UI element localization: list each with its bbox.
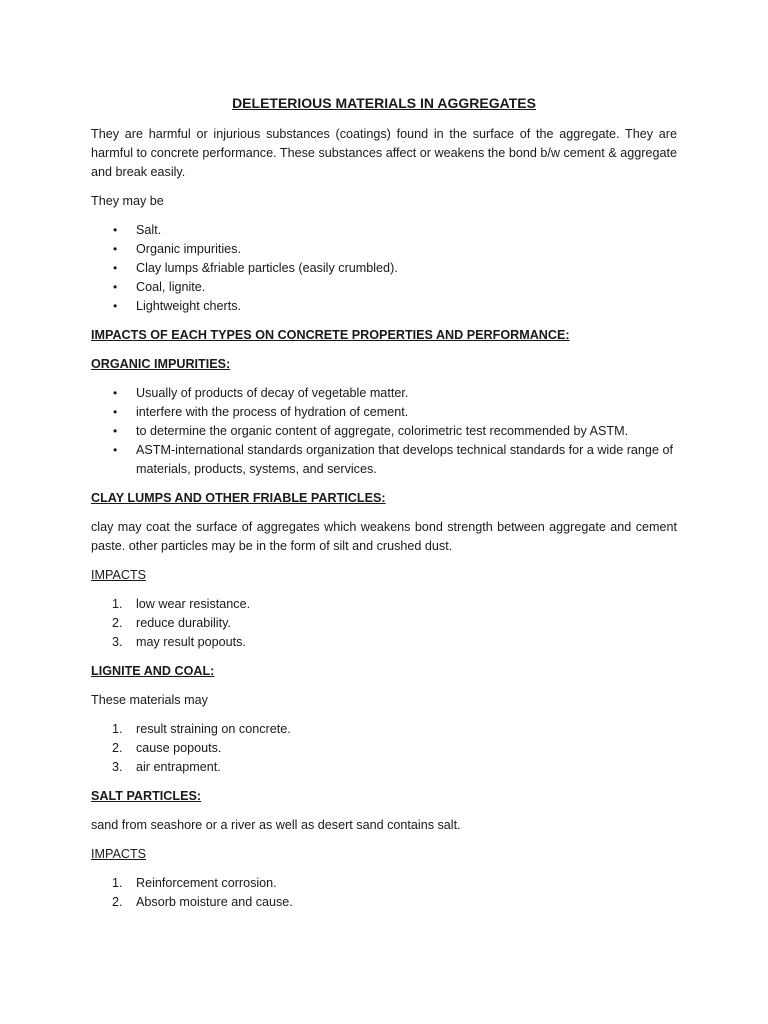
- list-item: 1. low wear resistance.: [91, 595, 677, 614]
- intro-paragraph: They are harmful or injurious substances (coatings) found in the surface of the aggregate. They are harmful to concrete performance. These substances affect or weakens the bond b/w cement & aggregate and break easily.: [91, 127, 677, 179]
- lignite-list: [91, 720, 677, 777]
- document-title: DELETERIOUS MATERIALS IN AGGREGATES: [232, 95, 536, 111]
- list-number: 3.: [112, 760, 123, 774]
- list-item: 2. reduce durability.: [91, 614, 677, 633]
- list-number: 2.: [112, 741, 123, 755]
- organic-list: [91, 384, 677, 479]
- document-page: [91, 93, 677, 922]
- list-item: • Coal, lignite.: [91, 278, 677, 297]
- they-may-be-text: They may be: [91, 194, 164, 208]
- bullet-icon: •: [113, 405, 118, 419]
- list-item: • Salt.: [91, 221, 677, 240]
- bullet-icon: •: [113, 280, 118, 294]
- salt-impacts-label: IMPACTS: [91, 847, 147, 861]
- clay-impacts-list: [91, 595, 677, 652]
- list-item: 3. may result popouts.: [91, 633, 677, 652]
- list-item: • Clay lumps &friable particles (easily crumbled).: [91, 259, 677, 278]
- list-number: 3.: [112, 635, 123, 649]
- lignite-heading: LIGNITE AND COAL:: [91, 664, 215, 678]
- bullet-icon: •: [113, 299, 118, 313]
- list-item: • interfere with the process of hydration of cement.: [91, 403, 677, 422]
- list-item: 2. Absorb moisture and cause.: [91, 893, 677, 912]
- bullet-icon: •: [113, 242, 118, 256]
- bullet-icon: •: [113, 386, 118, 400]
- bullet-icon: •: [113, 223, 118, 237]
- clay-paragraph: clay may coat the surface of aggregates which weakens bond strength between aggregate and cement paste. other particles may be in the form of silt and crushed dust.: [91, 520, 677, 553]
- list-item: • Lightweight cherts.: [91, 297, 677, 316]
- list-number: 2.: [112, 616, 123, 630]
- list-number: 1.: [112, 722, 123, 736]
- list-item: • to determine the organic content of aggregate, colorimetric test recommended by ASTM.: [91, 422, 677, 441]
- list-item: 2. cause popouts.: [91, 739, 677, 758]
- list-number: 2.: [112, 895, 123, 909]
- types-list: [91, 221, 677, 316]
- list-item: 1. result straining on concrete.: [91, 720, 677, 739]
- list-item: • ASTM-international standards organization that develops technical standards for a wide range of materials, products, systems, and services.: [113, 443, 673, 476]
- lignite-paragraph: These materials may: [91, 693, 208, 707]
- list-item: • Usually of products of decay of vegetable matter.: [91, 384, 677, 403]
- bullet-icon: •: [113, 261, 118, 275]
- bullet-icon: •: [113, 443, 118, 457]
- salt-impacts-list: [91, 874, 677, 912]
- clay-impacts-label: IMPACTS: [91, 568, 147, 582]
- organic-heading: ORGANIC IMPURITIES:: [91, 357, 231, 371]
- salt-paragraph: sand from seashore or a river as well as desert sand contains salt.: [91, 818, 461, 832]
- list-item: • Organic impurities.: [91, 240, 677, 259]
- list-item: 3. air entrapment.: [91, 758, 677, 777]
- list-item: 1. Reinforcement corrosion.: [91, 874, 677, 893]
- bullet-icon: •: [113, 424, 118, 438]
- impacts-heading: IMPACTS OF EACH TYPES ON CONCRETE PROPERTIES AND PERFORMANCE:: [91, 328, 570, 342]
- salt-heading: SALT PARTICLES:: [91, 789, 202, 803]
- list-number: 1.: [112, 876, 123, 890]
- list-number: 1.: [112, 597, 123, 611]
- clay-heading: CLAY LUMPS AND OTHER FRIABLE PARTICLES:: [91, 491, 386, 505]
